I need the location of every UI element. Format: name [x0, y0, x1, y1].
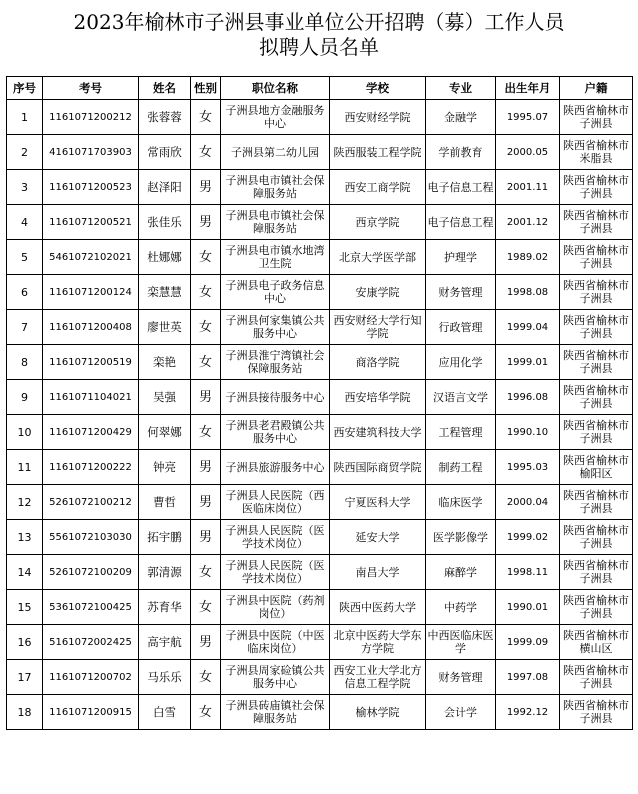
cell-hukou: 陕西省榆林市子洲县	[560, 100, 633, 135]
cell-major: 应用化学	[426, 345, 496, 380]
cell-name: 廖世英	[139, 310, 191, 345]
cell-sex: 女	[191, 590, 221, 625]
cell-birth: 1999.09	[496, 625, 560, 660]
cell-birth: 1998.08	[496, 275, 560, 310]
cell-name: 常雨欣	[139, 135, 191, 170]
cell-birth: 1998.11	[496, 555, 560, 590]
table-row	[7, 170, 633, 205]
cell-code: 1161071200521	[43, 205, 139, 240]
cell-birth: 1995.03	[496, 450, 560, 485]
cell-hukou: 陕西省榆林市子洲县	[560, 310, 633, 345]
cell-code: 1161071200702	[43, 660, 139, 695]
cell-birth: 1996.08	[496, 380, 560, 415]
cell-major: 护理学	[426, 240, 496, 275]
table-row	[7, 100, 633, 135]
cell-position: 子洲县地方金融服务中心	[221, 100, 330, 135]
cell-birth: 1989.02	[496, 240, 560, 275]
cell-position: 子洲县电市镇水地湾卫生院	[221, 240, 330, 275]
column-header: 出生年月	[496, 77, 560, 100]
cell-sex: 男	[191, 485, 221, 520]
cell-school: 西安工业大学北方信息工程学院	[330, 660, 426, 695]
column-header: 性别	[191, 77, 221, 100]
cell-birth: 1995.07	[496, 100, 560, 135]
cell-sex: 男	[191, 205, 221, 240]
cell-school: 延安大学	[330, 520, 426, 555]
cell-name: 赵泽阳	[139, 170, 191, 205]
cell-no: 2	[7, 135, 43, 170]
cell-sex: 女	[191, 310, 221, 345]
cell-no: 12	[7, 485, 43, 520]
cell-major: 汉语言文学	[426, 380, 496, 415]
cell-birth: 2000.05	[496, 135, 560, 170]
cell-no: 14	[7, 555, 43, 590]
cell-code: 1161071200408	[43, 310, 139, 345]
cell-hukou: 陕西省榆林市子洲县	[560, 275, 633, 310]
cell-code: 1161071200429	[43, 415, 139, 450]
cell-school: 陕西服装工程学院	[330, 135, 426, 170]
cell-name: 拓宇鹏	[139, 520, 191, 555]
cell-no: 17	[7, 660, 43, 695]
cell-school: 西安建筑科技大学	[330, 415, 426, 450]
table-header-row	[7, 77, 633, 100]
cell-no: 15	[7, 590, 43, 625]
cell-birth: 2000.04	[496, 485, 560, 520]
cell-position: 子洲县电市镇社会保障服务站	[221, 205, 330, 240]
cell-position: 子洲县周家硷镇公共服务中心	[221, 660, 330, 695]
cell-sex: 女	[191, 100, 221, 135]
cell-no: 8	[7, 345, 43, 380]
table-row	[7, 415, 633, 450]
cell-sex: 女	[191, 555, 221, 590]
cell-school: 榆林学院	[330, 695, 426, 730]
cell-code: 5361072100425	[43, 590, 139, 625]
cell-name: 钟亮	[139, 450, 191, 485]
cell-major: 电子信息工程	[426, 205, 496, 240]
column-header: 户籍	[560, 77, 633, 100]
cell-sex: 女	[191, 240, 221, 275]
cell-school: 南昌大学	[330, 555, 426, 590]
cell-birth: 1999.01	[496, 345, 560, 380]
cell-school: 西京学院	[330, 205, 426, 240]
cell-no: 5	[7, 240, 43, 275]
cell-position: 子洲县人民医院（医学技术岗位）	[221, 520, 330, 555]
cell-code: 1161071200222	[43, 450, 139, 485]
cell-birth: 1999.02	[496, 520, 560, 555]
table-row	[7, 205, 633, 240]
cell-sex: 男	[191, 625, 221, 660]
cell-name: 栾慧慧	[139, 275, 191, 310]
table-row	[7, 240, 633, 275]
cell-hukou: 陕西省榆林市子洲县	[560, 485, 633, 520]
table-row	[7, 485, 633, 520]
cell-birth: 1999.04	[496, 310, 560, 345]
cell-name: 高宇航	[139, 625, 191, 660]
cell-major: 金融学	[426, 100, 496, 135]
cell-code: 5261072100212	[43, 485, 139, 520]
cell-school: 陕西中医药大学	[330, 590, 426, 625]
cell-hukou: 陕西省榆林市子洲县	[560, 520, 633, 555]
cell-code: 1161071200523	[43, 170, 139, 205]
column-header: 专业	[426, 77, 496, 100]
cell-name: 吴强	[139, 380, 191, 415]
cell-no: 1	[7, 100, 43, 135]
cell-no: 9	[7, 380, 43, 415]
table-row	[7, 695, 633, 730]
cell-hukou: 陕西省榆林市榆阳区	[560, 450, 633, 485]
cell-birth: 1990.01	[496, 590, 560, 625]
cell-birth: 1992.12	[496, 695, 560, 730]
cell-name: 马乐乐	[139, 660, 191, 695]
cell-hukou: 陕西省榆林市子洲县	[560, 555, 633, 590]
cell-name: 曹哲	[139, 485, 191, 520]
column-header: 考号	[43, 77, 139, 100]
column-header: 职位名称	[221, 77, 330, 100]
table-row	[7, 275, 633, 310]
cell-major: 电子信息工程	[426, 170, 496, 205]
cell-major: 中药学	[426, 590, 496, 625]
cell-no: 10	[7, 415, 43, 450]
title-line-1: 2023年榆林市子洲县事业单位公开招聘（募）工作人员	[73, 10, 565, 34]
cell-school: 西安培华学院	[330, 380, 426, 415]
cell-major: 行政管理	[426, 310, 496, 345]
cell-school: 北京大学医学部	[330, 240, 426, 275]
cell-school: 陕西国际商贸学院	[330, 450, 426, 485]
cell-name: 白雪	[139, 695, 191, 730]
cell-sex: 男	[191, 520, 221, 555]
cell-major: 财务管理	[426, 275, 496, 310]
cell-position: 子洲县人民医院（西医临床岗位）	[221, 485, 330, 520]
cell-major: 会计学	[426, 695, 496, 730]
cell-major: 工程管理	[426, 415, 496, 450]
cell-hukou: 陕西省榆林市子洲县	[560, 345, 633, 380]
cell-name: 张佳乐	[139, 205, 191, 240]
cell-major: 麻醉学	[426, 555, 496, 590]
cell-position: 子洲县何家集镇公共服务中心	[221, 310, 330, 345]
cell-code: 1161071200124	[43, 275, 139, 310]
cell-school: 商洛学院	[330, 345, 426, 380]
cell-no: 18	[7, 695, 43, 730]
cell-code: 1161071200915	[43, 695, 139, 730]
cell-position: 子洲县接待服务中心	[221, 380, 330, 415]
cell-sex: 女	[191, 275, 221, 310]
cell-hukou: 陕西省榆林市横山区	[560, 625, 633, 660]
cell-code: 5261072100209	[43, 555, 139, 590]
cell-sex: 女	[191, 415, 221, 450]
table-row	[7, 380, 633, 415]
cell-sex: 男	[191, 380, 221, 415]
table-row	[7, 555, 633, 590]
cell-school: 宁夏医科大学	[330, 485, 426, 520]
cell-code: 4161071703903	[43, 135, 139, 170]
cell-hukou: 陕西省榆林市子洲县	[560, 590, 633, 625]
table-row	[7, 345, 633, 380]
column-header: 学校	[330, 77, 426, 100]
cell-position: 子洲县人民医院（医学技术岗位）	[221, 555, 330, 590]
cell-hukou: 陕西省榆林市米脂县	[560, 135, 633, 170]
cell-code: 5561072103030	[43, 520, 139, 555]
cell-major: 医学影像学	[426, 520, 496, 555]
table-row	[7, 520, 633, 555]
cell-code: 1161071200519	[43, 345, 139, 380]
cell-hukou: 陕西省榆林市子洲县	[560, 380, 633, 415]
cell-hukou: 陕西省榆林市子洲县	[560, 170, 633, 205]
cell-name: 杜娜娜	[139, 240, 191, 275]
cell-code: 1161071104021	[43, 380, 139, 415]
cell-birth: 2001.11	[496, 170, 560, 205]
cell-birth: 1997.08	[496, 660, 560, 695]
table-row	[7, 590, 633, 625]
cell-sex: 女	[191, 135, 221, 170]
cell-school: 西安财经大学行知学院	[330, 310, 426, 345]
cell-name: 栾艳	[139, 345, 191, 380]
cell-major: 学前教育	[426, 135, 496, 170]
cell-name: 郭清源	[139, 555, 191, 590]
table-row	[7, 135, 633, 170]
cell-school: 西安工商学院	[330, 170, 426, 205]
table-row	[7, 450, 633, 485]
table-row	[7, 660, 633, 695]
cell-position: 子洲县电市镇社会保障服务站	[221, 170, 330, 205]
cell-no: 11	[7, 450, 43, 485]
cell-no: 6	[7, 275, 43, 310]
cell-position: 子洲县第二幼儿园	[221, 135, 330, 170]
table-row	[7, 625, 633, 660]
cell-hukou: 陕西省榆林市子洲县	[560, 240, 633, 275]
table-row	[7, 310, 633, 345]
column-header: 姓名	[139, 77, 191, 100]
cell-no: 4	[7, 205, 43, 240]
cell-code: 5461072102021	[43, 240, 139, 275]
cell-code: 1161071200212	[43, 100, 139, 135]
cell-no: 3	[7, 170, 43, 205]
cell-sex: 女	[191, 660, 221, 695]
cell-position: 子洲县砖庙镇社会保障服务站	[221, 695, 330, 730]
cell-hukou: 陕西省榆林市子洲县	[560, 660, 633, 695]
applicant-table	[6, 76, 633, 730]
cell-school: 北京中医药大学东方学院	[330, 625, 426, 660]
cell-sex: 男	[191, 170, 221, 205]
cell-school: 西安财经学院	[330, 100, 426, 135]
title-line-2: 拟聘人员名单	[259, 35, 379, 59]
cell-position: 子洲县中医院（药剂岗位）	[221, 590, 330, 625]
cell-name: 苏育华	[139, 590, 191, 625]
cell-name: 张蓉蓉	[139, 100, 191, 135]
table-body	[7, 100, 633, 730]
cell-position: 子洲县中医院（中医临床岗位）	[221, 625, 330, 660]
cell-sex: 女	[191, 695, 221, 730]
cell-position: 子洲县电子政务信息中心	[221, 275, 330, 310]
cell-hukou: 陕西省榆林市子洲县	[560, 205, 633, 240]
column-header: 序号	[7, 77, 43, 100]
cell-no: 16	[7, 625, 43, 660]
cell-hukou: 陕西省榆林市子洲县	[560, 695, 633, 730]
cell-code: 5161072002425	[43, 625, 139, 660]
cell-hukou: 陕西省榆林市子洲县	[560, 415, 633, 450]
cell-position: 子洲县老君殿镇公共服务中心	[221, 415, 330, 450]
cell-sex: 女	[191, 345, 221, 380]
cell-major: 制药工程	[426, 450, 496, 485]
cell-major: 临床医学	[426, 485, 496, 520]
cell-major: 财务管理	[426, 660, 496, 695]
cell-birth: 2001.12	[496, 205, 560, 240]
cell-school: 安康学院	[330, 275, 426, 310]
cell-major: 中西医临床医学	[426, 625, 496, 660]
cell-no: 13	[7, 520, 43, 555]
cell-sex: 男	[191, 450, 221, 485]
cell-position: 子洲县淮宁湾镇社会保障服务站	[221, 345, 330, 380]
cell-no: 7	[7, 310, 43, 345]
document-title	[0, 10, 638, 60]
cell-name: 何翠娜	[139, 415, 191, 450]
cell-birth: 1990.10	[496, 415, 560, 450]
cell-position: 子洲县旅游服务中心	[221, 450, 330, 485]
